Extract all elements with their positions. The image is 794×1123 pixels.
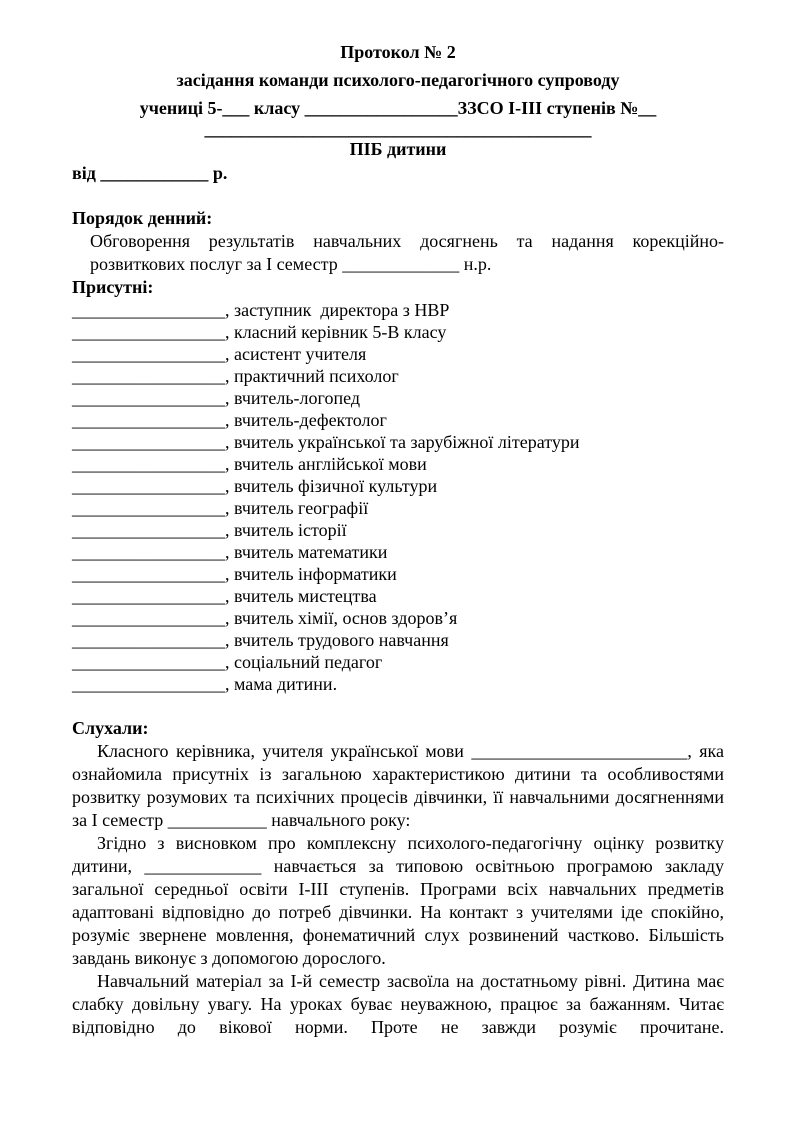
student-class-line: учениці 5-___ класу _________________ЗЗСО І-ІІІ ступенів №__ [139,98,657,118]
attendee-row: _________________, вчитель трудового навчання [72,630,449,650]
attendee-row: _________________, вчитель географії [72,498,369,518]
attendee-row: _________________, вчитель інформатики [72,564,397,584]
attendee-row: _________________, класний керівник 5-В класу [72,322,447,342]
agenda-text: Обговорення результатів навчальних досягнень та надання корекційно-розвиткових послуг за І семестр _____________ н.р. [90,231,724,274]
present-heading: Присутні: [72,277,154,297]
attendee-row: _________________, вчитель хімії, основ здоров’я [72,608,458,628]
document-header [72,38,724,185]
attendee-row: _________________, вчитель фізичної культури [72,476,438,496]
heard-paragraph: Навчальний матеріал за І-й семестр засвоїла на достатньому рівні. Дитина має слабку довільну увагу. На уроках буває неуважною, працює за бажанням. Читає відповідно до вікової норми. Проте не завжди розуміє прочитане. [72,971,724,1037]
attendee-row: _________________, соціальний педагог [72,652,383,672]
agenda-heading: Порядок денний: [72,208,213,228]
attendee-row: _________________, вчитель математики [72,542,388,562]
heard-paragraph: Класного керівника, учителя української мови ________________________, яка ознайомила присутніх із загальною характеристикою дитини та особливостями розвитку розумових та психічних процесів дівчинки, її навчальними досягненнями за І семестр ___________ навчального року: [72,741,724,830]
attendee-row: _________________, вчитель мистецтва [72,586,377,606]
attendee-row: _________________, заступник директора з НВР [72,300,450,320]
attendee-row: _________________, вчитель історії [72,520,347,540]
attendee-row: _________________, асистент учителя [72,344,367,364]
child-name-caption: ПІБ дитини [349,139,447,159]
child-name-blank-line: ___________________________________________ [204,119,592,139]
heard-heading-word: Слухали [72,718,143,738]
document-subtitle: засідання команди психолого-педагогічного супроводу [176,70,620,90]
attendee-row: _________________, вчитель української та зарубіжної літератури [72,432,580,452]
date-line: від ____________ р. [72,163,228,183]
heard-heading-colon: : [142,718,149,738]
attendee-row: _________________, вчитель англійської мови [72,454,427,474]
attendee-row: _________________, мама дитини. [72,674,338,694]
attendee-row: _________________, вчитель-логопед [72,388,360,408]
attendee-list [72,299,724,695]
attendee-row: _________________, вчитель-дефектолог [72,410,387,430]
heard-heading [72,717,724,740]
document-title: Протокол № 2 [340,42,456,62]
heard-paragraph: Згідно з висновком про комплексну психолого-педагогічну оцінку розвитку дитини, _____________ навчається за типовою освітньою програмою закладу загальної середньої освіти І-ІІІ ступенів. Програми всіх навчальних предметів адаптовані відповідно до потреб дівчинки. На контакт з учителями іде спокійно, розуміє звернене мовлення, фонематичний слух розвинений частково. Більшість завдань виконує з допомогою дорослого. [72,833,724,968]
attendee-row: _________________, практичний психолог [72,366,399,386]
